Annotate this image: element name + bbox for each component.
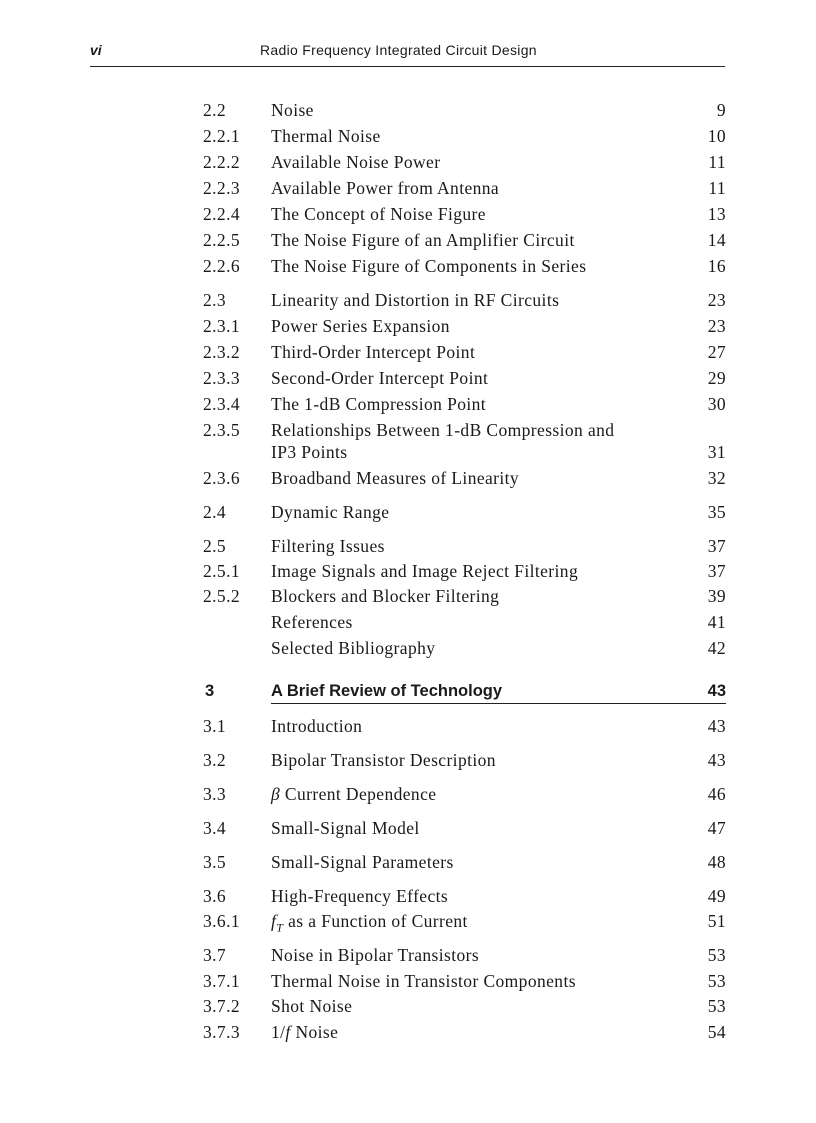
- f-symbol: f: [271, 911, 277, 931]
- toc-title: Thermal Noise: [271, 126, 381, 146]
- toc-entry: [203, 638, 726, 664]
- toc-entry: [203, 394, 726, 420]
- toc-title: The Concept of Noise Figure: [271, 204, 486, 224]
- f-symbol: f: [285, 1022, 291, 1042]
- toc-page: 16: [707, 256, 726, 276]
- toc-page: 46: [707, 784, 726, 804]
- toc-entry: [203, 612, 726, 638]
- toc-chapter-page: 43: [707, 682, 726, 700]
- toc-title: Image Signals and Image Reject Filtering: [271, 561, 579, 581]
- toc-number: 2.5.1: [203, 561, 240, 581]
- toc-number: 3.3: [203, 784, 227, 804]
- toc-entry: [203, 468, 726, 494]
- toc-number: 3.1: [203, 716, 227, 736]
- toc-entry: [203, 971, 726, 997]
- toc-page: 43: [707, 716, 726, 736]
- toc-entry: [203, 536, 726, 562]
- toc-page: 23: [707, 316, 726, 336]
- toc-entry: [203, 342, 726, 368]
- toc-page: 14: [707, 230, 726, 250]
- toc-title: Noise: [271, 100, 314, 120]
- toc-title: Bipolar Transistor Description: [271, 750, 496, 770]
- toc-number: 2.3.4: [203, 394, 240, 414]
- toc-title: Available Noise Power: [271, 152, 441, 172]
- toc-page: 27: [707, 342, 726, 362]
- toc-entry: [203, 126, 726, 152]
- toc-page: 39: [707, 586, 726, 606]
- toc-number: 2.3.6: [203, 468, 240, 488]
- toc-title: Shot Noise: [271, 996, 353, 1016]
- toc-title: Linearity and Distortion in RF Circuits: [271, 290, 560, 310]
- toc-title-text: as a Function of Current: [283, 911, 468, 931]
- toc-page: 10: [707, 126, 726, 146]
- toc-entry: [203, 152, 726, 178]
- toc-page: 53: [707, 996, 726, 1016]
- toc-number: 2.4: [203, 502, 227, 522]
- toc-entry: [203, 561, 726, 587]
- toc-chapter-title: A Brief Review of Technology: [271, 682, 726, 704]
- toc-title: Thermal Noise in Transistor Components: [271, 971, 576, 991]
- toc-entry: [203, 368, 726, 394]
- toc-entry: [203, 1022, 726, 1048]
- toc-number: 3.6: [203, 886, 227, 906]
- toc-title-line2: IP3 Points: [271, 442, 348, 462]
- toc-page: 29: [707, 368, 726, 388]
- toc-number: 2.5.2: [203, 586, 240, 606]
- toc-entry: [203, 420, 726, 468]
- toc-entry: [203, 750, 726, 776]
- toc-title: High-Frequency Effects: [271, 886, 449, 906]
- t-subscript: T: [276, 920, 284, 935]
- toc-page: 51: [707, 911, 726, 931]
- toc-entry: [203, 996, 726, 1022]
- beta-symbol: β: [271, 784, 281, 804]
- toc-number: 3.6.1: [203, 911, 240, 931]
- toc-number: 2.3.1: [203, 316, 240, 336]
- toc-number: 2.2.5: [203, 230, 240, 250]
- toc-title: The Noise Figure of an Amplifier Circuit: [271, 230, 575, 250]
- toc-title: References: [271, 612, 353, 632]
- toc-entry: [203, 818, 726, 844]
- toc-entry: [203, 204, 726, 230]
- toc-page: 30: [707, 394, 726, 414]
- toc-number: 2.2: [203, 100, 227, 120]
- toc-title: Dynamic Range: [271, 502, 390, 522]
- toc-entry: [203, 316, 726, 342]
- header-page-number: vi: [90, 42, 102, 58]
- toc-number: 2.3: [203, 290, 227, 310]
- toc-entry: [203, 230, 726, 256]
- toc-number: 3.2: [203, 750, 227, 770]
- toc-page: 42: [707, 638, 726, 658]
- toc-title: Introduction: [271, 716, 363, 736]
- toc-page: 35: [707, 502, 726, 522]
- toc-title: Filtering Issues: [271, 536, 385, 556]
- toc-number: 2.3.2: [203, 342, 240, 362]
- toc-page: 11: [708, 152, 726, 172]
- toc-title: Third-Order Intercept Point: [271, 342, 476, 362]
- toc-number: 3.7.1: [203, 971, 240, 991]
- toc-page: 53: [707, 971, 726, 991]
- toc-title-line1: Relationships Between 1-dB Compression and: [271, 420, 615, 440]
- toc-page: 31: [707, 442, 726, 462]
- header-book-title: Radio Frequency Integrated Circuit Design: [260, 42, 537, 58]
- toc-title: Small-Signal Model: [271, 818, 420, 838]
- toc-title-text: Current Dependence: [280, 784, 437, 804]
- toc-title: Broadband Measures of Linearity: [271, 468, 520, 488]
- toc-page: 37: [707, 536, 726, 556]
- toc-page: 9: [716, 100, 726, 120]
- toc-title: [271, 784, 436, 805]
- toc-title: [271, 420, 614, 463]
- toc-page: 13: [707, 204, 726, 224]
- toc-entry: [203, 256, 726, 282]
- toc-number: 3.5: [203, 852, 227, 872]
- toc-entry: [203, 502, 726, 528]
- running-header: [90, 40, 725, 67]
- toc-title-text: Noise: [290, 1022, 339, 1042]
- toc-number: 2.2.1: [203, 126, 240, 146]
- toc-title: The Noise Figure of Components in Series: [271, 256, 587, 276]
- toc-number: 3.7: [203, 945, 227, 965]
- toc-page: 53: [707, 945, 726, 965]
- toc-page: 48: [707, 852, 726, 872]
- toc-number: 2.3.5: [203, 420, 240, 440]
- toc-entry: [203, 886, 726, 912]
- toc-entry: [203, 784, 726, 810]
- toc-number: 2.2.2: [203, 152, 240, 172]
- toc-title: The 1-dB Compression Point: [271, 394, 487, 414]
- toc-title: Noise in Bipolar Transistors: [271, 945, 480, 965]
- toc-title: Available Power from Antenna: [271, 178, 500, 198]
- toc-page: 54: [707, 1022, 726, 1042]
- toc-page: 49: [707, 886, 726, 906]
- toc-title: Power Series Expansion: [271, 316, 450, 336]
- toc-page: 43: [707, 750, 726, 770]
- toc-page: 41: [707, 612, 726, 632]
- toc-page: 11: [708, 178, 726, 198]
- toc-number: 2.2.6: [203, 256, 240, 276]
- toc-page: 37: [707, 561, 726, 581]
- toc-title: Small-Signal Parameters: [271, 852, 454, 872]
- toc-number: 2.2.4: [203, 204, 240, 224]
- toc-entry: [203, 586, 726, 612]
- toc-page: 47: [707, 818, 726, 838]
- toc-entry: [203, 178, 726, 204]
- toc-title-prefix: 1/: [271, 1022, 286, 1042]
- toc-number: 3.7.3: [203, 1022, 240, 1042]
- toc-entry: [203, 945, 726, 971]
- toc-title: Blockers and Blocker Filtering: [271, 586, 500, 606]
- toc-title: Selected Bibliography: [271, 638, 436, 658]
- toc-number: 2.5: [203, 536, 227, 556]
- toc-chapter-number: 3: [205, 682, 215, 700]
- toc-title: [271, 1022, 338, 1043]
- toc-number: 2.3.3: [203, 368, 240, 388]
- toc-entry: [203, 716, 726, 742]
- toc-entry: [203, 911, 726, 937]
- toc-entry: [203, 852, 726, 878]
- toc-page: 23: [707, 290, 726, 310]
- toc-title: [271, 911, 468, 936]
- toc-number: 2.2.3: [203, 178, 240, 198]
- toc-entry: [203, 290, 726, 316]
- toc-number: 3.7.2: [203, 996, 240, 1016]
- toc-number: 3.4: [203, 818, 227, 838]
- toc-chapter-entry: [203, 682, 726, 708]
- toc-page: 32: [707, 468, 726, 488]
- toc-title: Second-Order Intercept Point: [271, 368, 489, 388]
- toc-entry: [203, 100, 726, 126]
